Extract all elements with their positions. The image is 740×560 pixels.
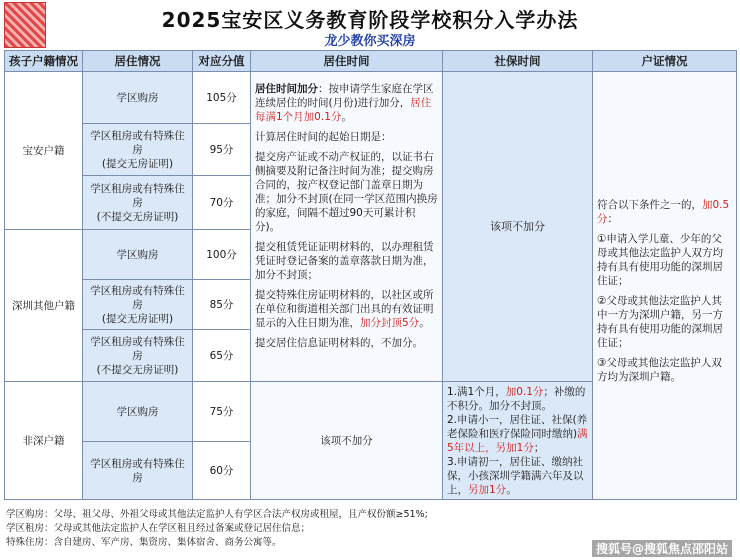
household-intro-end: ： [607, 213, 618, 225]
header-housing: 居住情况 [83, 51, 193, 72]
residence-p5-red: 加分封顶5分 [360, 317, 420, 329]
residence-text: ：按申请学生家庭在学区连续居住的时间(月份)进行加分， [255, 83, 434, 109]
score-cell: 100分 [193, 230, 251, 280]
social-item-3 [447, 455, 588, 497]
header-hukou: 孩子户籍情况 [5, 51, 83, 72]
social-item-1-red: 加0.1分 [505, 385, 544, 398]
footnotes [6, 508, 428, 550]
footnote-1: 学区购房：父母、祖父母、外祖父母或其他法定监护人有学区合法产权房或租屋，且产权份额≥51%; [6, 509, 428, 520]
household-intro: 符合以下条件之一的， [597, 199, 702, 211]
residence-end: 。 [341, 111, 352, 123]
residence-time-cell [251, 72, 443, 382]
group-baoan: 宝安户籍 [5, 72, 83, 230]
score-cell: 85分 [193, 280, 251, 330]
footnote-2: 学区租房：父母或其他法定监护人在学区租且经过备案或登记居住信息； [6, 523, 311, 534]
household-c3: ③父母或其他法定监护人双方均为深圳户籍。 [597, 357, 722, 383]
score-cell: 75分 [193, 382, 251, 442]
footnote-3: 特殊住房：含自建房、军产房、集资房、集体宿舍、商务公寓等。 [6, 537, 282, 548]
household-red: 加0.5分 [597, 199, 730, 225]
social-item-1-end: ；补缴的不积分。加分不封顶。 [447, 385, 586, 412]
social-item-2 [447, 413, 588, 455]
score-cell: 70分 [193, 176, 251, 230]
housing-cell: 学区租房或有特殊住房 (不提交无房证明) [83, 176, 193, 230]
page-subtitle: 龙少教你买深房 [324, 34, 416, 49]
social-item-3-red: 另加1分 [468, 483, 507, 496]
page-title: 2025宝安区义务教育阶段学校积分入学办法 [161, 8, 579, 32]
residence-p6: 提交居住信息证明材料的，不加分。 [255, 337, 423, 349]
header-social-security: 社保时间 [443, 51, 593, 72]
table-row [5, 72, 737, 124]
household-cell [593, 72, 737, 500]
header-score: 对应分值 [193, 51, 251, 72]
residence-p5-end: 。 [419, 317, 430, 329]
social-item-2-end: ； [533, 441, 545, 454]
score-cell: 105分 [193, 72, 251, 124]
header-residence-time: 居住时间 [251, 51, 443, 72]
housing-cell: 学区租房或有特殊住房 (提交无房证明) [83, 280, 193, 330]
residence-p4: 提交租赁凭证证明材料的，以办理租赁凭证时登记备案的盖章落款日期为准，加分不封顶； [255, 241, 434, 281]
social-item-3-end: 。 [506, 483, 517, 496]
residence-label: 居住时间加分 [255, 83, 318, 95]
score-cell: 65分 [193, 330, 251, 382]
social-item-2-red: 满5年以上，另加1分 [447, 427, 588, 454]
household-c2: ②父母或其他法定监护人其中一方为深圳户籍，另一方持有具有使用功能的深圳居住证； [597, 295, 723, 349]
housing-cell: 学区购房 [83, 72, 193, 124]
score-cell: 60分 [193, 442, 251, 500]
residence-p5: 提交特殊住房证明材料的，以社区或所在单位和街道相关部门出具的有效证明显示的入住日期为准， [255, 289, 434, 329]
social-item-2-text: 2.申请小一，居住证、社保(养老保险和医疗保险同时缴纳) [447, 413, 588, 440]
housing-cell: 学区租房或有特殊住房 (不提交无房证明) [83, 330, 193, 382]
housing-cell: 学区租房或有特殊住房 (提交无房证明) [83, 124, 193, 176]
table-header-row [5, 51, 737, 72]
social-none-cell: 该项不加分 [443, 72, 593, 382]
social-item-1-text: 1.满1个月， [447, 385, 506, 398]
points-table [4, 50, 737, 500]
social-item-3-text: 3.申请初一，居住证、缴纳社保，小孩深圳学籍满六年及以上， [447, 455, 584, 496]
residence-p2: 计算居住时间的起始日期是： [255, 131, 392, 143]
housing-cell: 学区购房 [83, 382, 193, 442]
residence-red: 居住每满1个月加0.1分 [255, 97, 432, 123]
housing-cell: 学区租房或有特殊住房 [83, 442, 193, 500]
social-item-1 [447, 385, 588, 413]
header-household: 户证情况 [593, 51, 737, 72]
residence-p3: 提交房产证或不动产权证的，以证书右侧摘要及附记备注时间为准；提交购房合同的，按产权登记部门盖章日期为准；加分不封顶(在同一学区范围内换房的家庭，间隔不超过90天可累计积分)。 [255, 151, 438, 233]
group-shenzhen-other: 深圳其他户籍 [5, 230, 83, 382]
residence-none-cell: 该项不加分 [251, 382, 443, 500]
group-non-shenzhen: 非深户籍 [5, 382, 83, 500]
social-items-cell [443, 382, 593, 500]
watermark: 搜狐号@搜狐焦点邵阳站 [592, 540, 732, 557]
housing-cell: 学区购房 [83, 230, 193, 280]
score-cell: 95分 [193, 124, 251, 176]
household-c1: ①申请入学儿童、少年的父母或其他法定监护人双方均持有具有使用功能的深圳居住证； [597, 233, 723, 287]
